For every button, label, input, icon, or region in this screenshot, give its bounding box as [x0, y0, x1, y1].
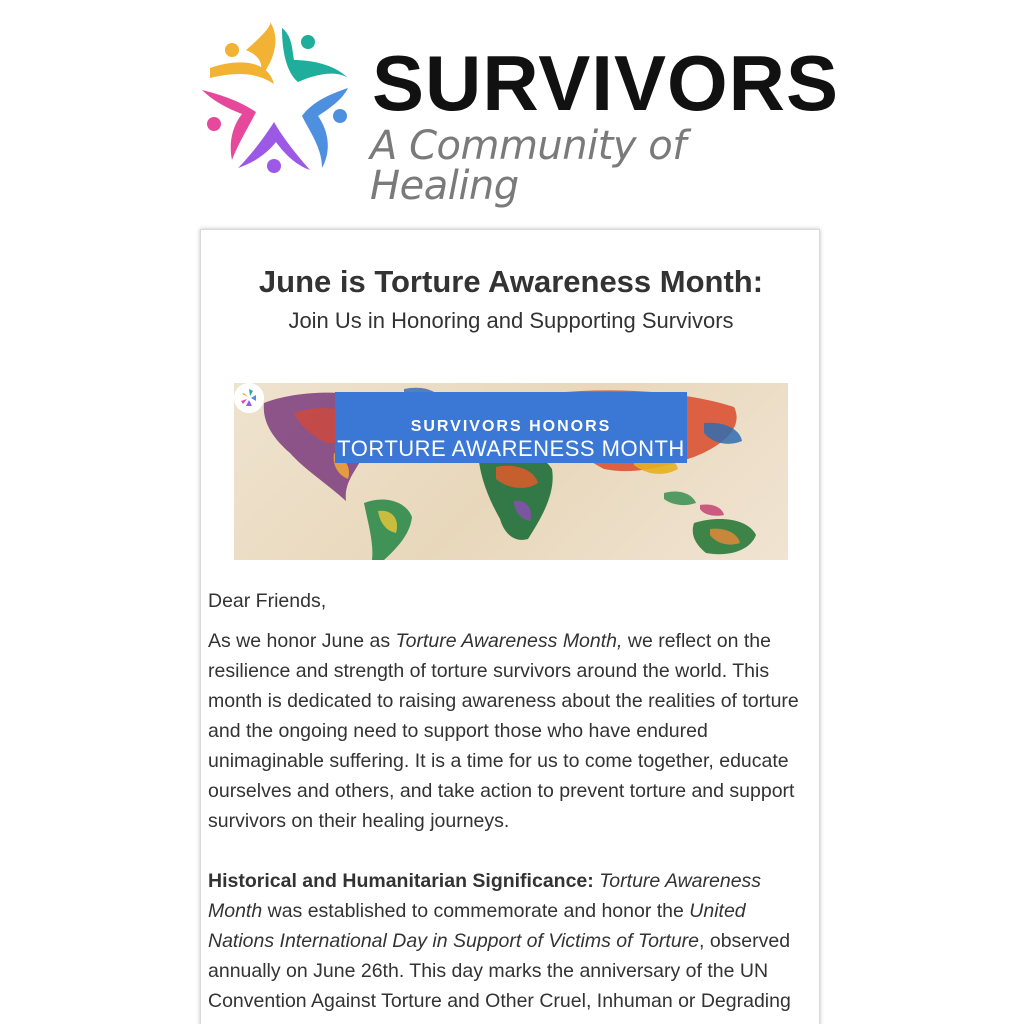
email-card [200, 229, 820, 1024]
survivors-star-logo-icon [198, 20, 358, 180]
section-heading: Historical and Humanitarian Significance: [208, 870, 594, 892]
paragraph-intro-text-cont: we reflect on the resilience and strength of torture survivors around the world. This month is dedicated to raising awareness about the realities of torture and the ongoing need to support those who have endured unimaginable suffering. It is a time for us to come together, educate ourselves and others, and take action to prevent torture and support survivors on their healing journeys. [208, 630, 799, 832]
paragraph-significance-emphasis: Torture Awareness Month [208, 870, 762, 922]
paragraph-significance-text-cont: , observed annually on June 26th. This day marks the anniversary of the UN Convention Against Torture and Other Cruel, Inhuman or Degrading [208, 930, 791, 1012]
email-subtitle: Join Us in Honoring and Supporting Survivors [288, 308, 734, 333]
spacer [208, 846, 814, 866]
paragraph-intro [208, 626, 814, 836]
paragraph-intro-emphasis: Torture Awareness Month, [395, 630, 623, 652]
paragraph-intro-text: As we honor June as [208, 630, 396, 652]
paragraph-significance [208, 866, 814, 1016]
banner-image[interactable] [234, 383, 788, 560]
brand-tagline: A Community of Healing [370, 123, 686, 209]
banner-title-box [335, 392, 687, 463]
greeting: Dear Friends, [208, 590, 327, 612]
header-logo[interactable] [198, 20, 840, 209]
banner-logo-badge-icon [234, 383, 264, 413]
banner-line1: SURVIVORS HONORS [410, 418, 612, 435]
paragraph-significance-un-day: United Nations International Day in Support of Victims of Torture [208, 900, 746, 952]
brand-name: SURVIVORS [372, 39, 840, 127]
paragraph-significance-text: was established to commemorate and honor the [262, 900, 690, 922]
banner-line2: TORTURE AWARENESS MONTH [337, 436, 685, 461]
email-title: June is Torture Awareness Month: [258, 264, 764, 299]
email-body [208, 586, 814, 1024]
